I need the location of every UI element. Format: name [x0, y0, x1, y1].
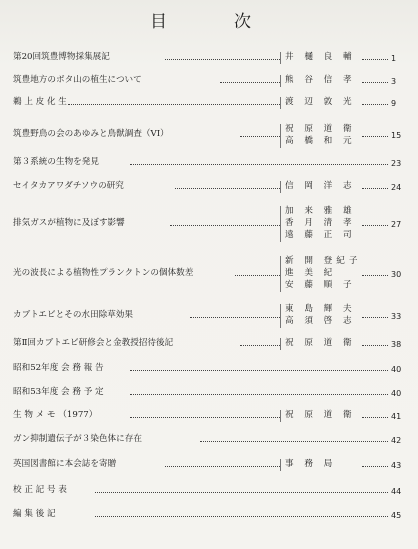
author-separator: [280, 75, 281, 87]
page-number: 9: [391, 99, 397, 108]
page-number: 42: [391, 436, 402, 445]
author-separator: [280, 124, 281, 148]
author-name: 東 島 輝 夫: [285, 304, 356, 314]
author-name: 祝 原 道 衛: [285, 338, 356, 348]
entry-authors: [285, 97, 375, 109]
entry-title: 第20回筑豊博物採集展記: [13, 52, 110, 62]
leader-dots: [165, 466, 280, 467]
leader-dots: [235, 275, 280, 276]
entry-title: 筑豊地方のボタ山の植生について: [13, 75, 142, 85]
author-separator: [280, 97, 281, 109]
entry-title: 排気ガスが植物に及ぼす影響: [13, 218, 125, 228]
leader-dots-right: [362, 225, 388, 226]
leader-dots: [200, 441, 388, 442]
author-separator: [280, 256, 281, 292]
entry-authors: [285, 338, 375, 350]
leader-dots-right: [362, 59, 388, 60]
leader-dots: [175, 188, 280, 189]
entry-authors: [285, 75, 375, 87]
leader-dots-right: [362, 345, 388, 346]
leader-dots-right: [362, 275, 388, 276]
entry-authors: [285, 52, 375, 64]
leader-dots: [130, 370, 388, 371]
page-number: 24: [391, 183, 402, 192]
entry-authors: [285, 256, 375, 292]
author-name: 熊 谷 信 孝: [285, 75, 356, 85]
leader-dots-right: [362, 188, 388, 189]
entry-title: ガン抑制遺伝子が３染色体に存在: [13, 434, 142, 444]
author-separator: [280, 52, 281, 64]
leader-dots: [240, 345, 280, 346]
entry-title: 昭和52年度 会 務 報 告: [13, 363, 104, 373]
page-number: 3: [391, 77, 397, 86]
author-name: 祝 原 道 衛: [285, 410, 356, 420]
leader-dots: [130, 394, 388, 395]
entry-title: 昭和53年度 会 務 予 定: [13, 387, 104, 397]
entry-title: 筑豊野鳥の会のあゆみと鳥獣調査（VI）: [13, 129, 169, 139]
page-number: 38: [391, 340, 402, 349]
author-name: 高 橋 和 元: [285, 136, 356, 146]
page-title: [0, 7, 418, 31]
page-number: 45: [391, 511, 402, 520]
leader-dots-right: [362, 466, 388, 467]
author-separator: [280, 410, 281, 422]
leader-dots: [165, 59, 280, 60]
author-name: 遠 藤 正 司: [285, 230, 356, 240]
leader-dots: [95, 516, 388, 517]
author-name: 加 来 雅 雄: [285, 206, 356, 216]
author-name: 渡 辺 敦 光: [285, 97, 356, 107]
author-name: 信 岡 洋 志: [285, 181, 356, 191]
entry-title: 鵜 上 皮 化 生: [13, 97, 67, 107]
page-number: 41: [391, 412, 402, 421]
leader-dots-right: [362, 317, 388, 318]
leader-dots-right: [362, 104, 388, 105]
author-separator: [280, 181, 281, 193]
author-name: 安 藤 順 子: [285, 280, 356, 290]
author-name: 高 須 啓 志: [285, 316, 356, 326]
page-number: 40: [391, 389, 402, 398]
author-separator: [280, 304, 281, 328]
title-char-1: 目: [150, 12, 167, 32]
entry-title: 校 正 記 号 表: [13, 485, 67, 495]
leader-dots-right: [362, 417, 388, 418]
leader-dots: [95, 492, 388, 493]
author-name: 香 月 清 孝: [285, 218, 356, 228]
entry-title: 生 物 メ モ （1977）: [13, 410, 98, 420]
author-separator: [280, 338, 281, 350]
page-number: 44: [391, 487, 402, 496]
entry-title: 第Ⅱ回カブトエビ研修会と金教授招待後記: [13, 338, 174, 348]
leader-dots: [170, 225, 280, 226]
entry-authors: [285, 304, 375, 328]
leader-dots: [130, 164, 388, 165]
entry-authors: [285, 459, 375, 471]
page-number: 33: [391, 312, 402, 321]
page-number: 30: [391, 270, 402, 279]
leader-dots: [220, 82, 280, 83]
page-number: 1: [391, 54, 397, 63]
page-number: 40: [391, 365, 402, 374]
author-name: 事 務 局: [285, 459, 337, 469]
title-char-2: 次: [234, 12, 251, 32]
entry-title: 光の波長による植物性プランクトンの個体数差: [13, 268, 194, 278]
entry-title: カブトエビとその水田除草効果: [13, 310, 133, 320]
leader-dots: [190, 317, 280, 318]
author-name: 井 樋 良 輔: [285, 52, 356, 62]
leader-dots: [68, 104, 280, 105]
leader-dots: [240, 136, 280, 137]
entry-authors: [285, 206, 375, 242]
leader-dots-right: [362, 136, 388, 137]
entry-authors: [285, 181, 375, 193]
leader-dots: [130, 417, 280, 418]
author-name: 進 美 紀: [285, 268, 337, 278]
author-separator: [280, 459, 281, 471]
author-name: 祝 原 道 衛: [285, 124, 356, 134]
entry-title: 第３系統の生物を発見: [13, 157, 99, 167]
entry-authors: [285, 410, 375, 422]
page-number: 15: [391, 131, 402, 140]
author-separator: [280, 206, 281, 242]
page-number: 27: [391, 220, 402, 229]
entry-title: 編 集 後 記: [13, 509, 56, 519]
page-number: 23: [391, 159, 402, 168]
page-number: 43: [391, 461, 402, 470]
entry-title: 英国図書館に本会誌を寄贈: [13, 459, 117, 469]
author-name: 新 開 登紀子: [285, 256, 362, 266]
entry-title: セイタカアワダチソウの研究: [13, 181, 124, 191]
leader-dots-right: [362, 82, 388, 83]
